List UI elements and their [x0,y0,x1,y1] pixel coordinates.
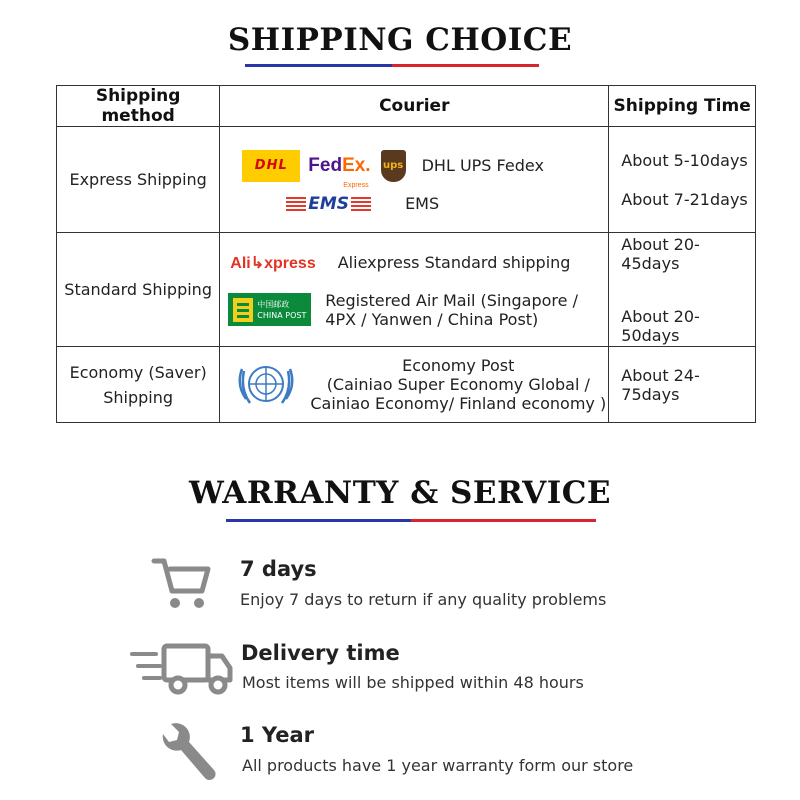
returns-desc: Enjoy 7 days to return if any quality problems [240,590,607,609]
table-row-economy [57,347,756,423]
time-express-2: About 7-21days [621,189,748,209]
returns-title: 7 days [240,557,317,581]
warranty-heading [0,475,800,511]
courier-cell-standard [220,233,609,347]
cart-icon [150,555,212,613]
time-standard-1: About 20-45days [621,234,700,273]
time-economy-1: About 24-75days [621,365,700,404]
courier-economy-post [230,355,608,415]
method-standard: Standard Shipping [57,233,220,347]
economy-line-3: Cainiao Economy/ Finland economy ) [310,394,607,413]
economy-line-1: Economy Post [402,356,515,375]
header-courier: Courier [220,86,609,127]
warranty-title-underline [226,519,596,522]
shipping-title-underline [245,64,539,67]
fedex-logo: FedEx. Express [308,154,371,189]
china-post-logo: 中国邮政 CHINA POST [228,293,311,326]
china-post-emblem-icon [233,298,253,322]
wrench-icon [155,720,219,784]
method-economy: Economy (Saver) Shipping [57,347,220,423]
dhl-logo: DHL [242,150,300,182]
truck-icon [130,640,235,696]
table-header-row [57,86,756,127]
un-emblem-icon [230,355,302,415]
warranty-year-title: 1 Year [240,723,314,747]
method-express: Express Shipping [57,127,220,233]
delivery-title: Delivery time [241,641,400,665]
header-shipping-time: Shipping Time [609,86,756,127]
shipping-title: SHIPPING CHOICE [227,22,573,58]
time-cell-standard [609,233,756,347]
table-row-express [57,127,756,233]
economy-line-2: (Cainiao Super Economy Global / [326,375,590,394]
courier-cell-economy [220,347,609,423]
courier-cell-express [220,127,609,233]
shipping-table [56,85,756,423]
shipping-heading [0,22,800,58]
courier-china-post [228,291,608,329]
courier-aliexpress [230,253,608,273]
ups-logo: ups [381,150,406,182]
aliexpress-logo: Ali↳xpress [230,254,316,272]
warranty-title: WARRANTY & SERVICE [188,475,612,511]
courier-text-dhl-ups-fedex: DHL UPS Fedex [421,156,544,175]
courier-text-china-post: Registered Air Mail (Singapore / 4PX / Yanwen / China Post) [325,290,578,329]
time-cell-express [609,127,756,233]
delivery-desc: Most items will be shipped within 48 hours [242,673,584,692]
header-shipping-method: Shipping method [57,86,220,127]
courier-ems [286,194,608,214]
courier-text-ems: EMS [405,194,440,213]
table-row-standard [57,233,756,347]
warranty-year-desc: All products have 1 year warranty form our store [242,756,634,775]
courier-text-aliexpress: Aliexpress Standard shipping [337,253,571,272]
ems-logo: EMS [286,194,371,214]
courier-dhl-ups-fedex [242,150,608,189]
time-standard-2: About 20-50days [621,306,700,345]
time-express-1: About 5-10days [621,150,748,170]
time-cell-economy [609,347,756,423]
